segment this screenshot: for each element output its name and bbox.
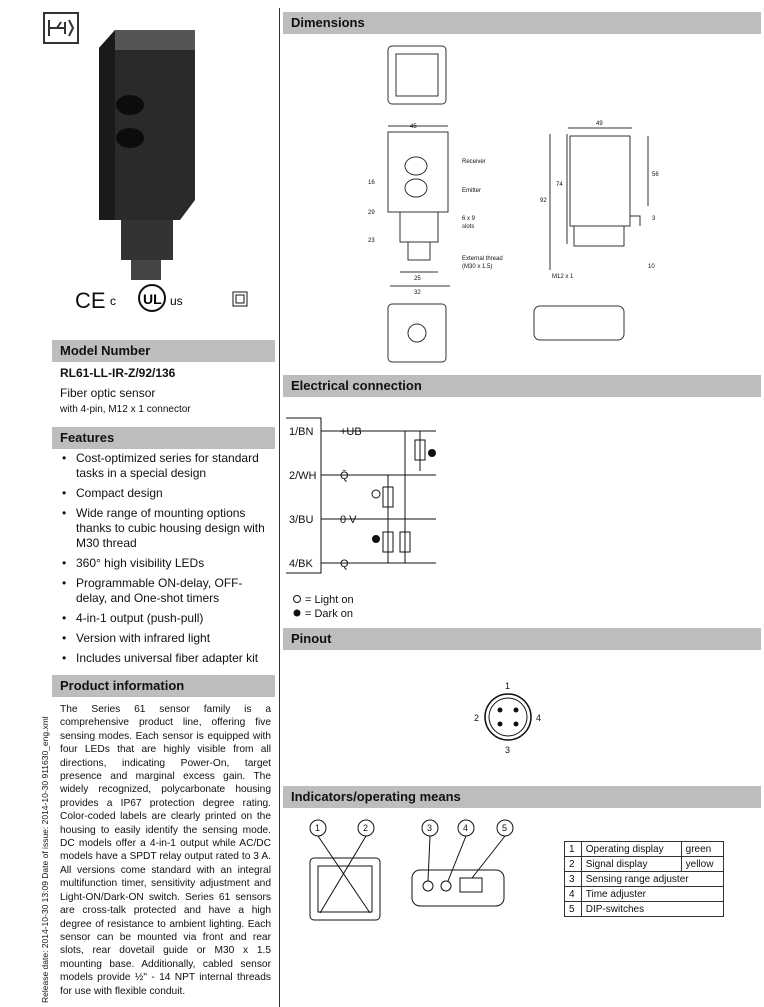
row-number: 2: [565, 857, 582, 872]
dim-29: 29: [368, 210, 375, 216]
dim-16: 16: [368, 180, 375, 186]
signal-q: Q: [340, 558, 349, 570]
feature-item: • Includes universal fiber adapter kit: [52, 651, 267, 666]
product-information-text: The Series 61 sensor family is a comprehensive product line, offering five sensing modes. Each sensor is equipped with four LEDs that are highly visible from all directions, indicating Power-On, target presence and marginal excess gain. The widely recognized, polycarbonate housing provides a IP67 protection degree rating. Color-coded labels are clearly printed on the housing to easily identify the sensing mode. DC models offer a 4-in-1 output while AC/DC models have a SPDT relay output rated to 3 A. All versions come standard with an integral multifunction timer, sensitivity adjustment and Light-ON/Dark-ON switch. Series 61 sensors are cross-talk protected and have a high degree of resistance to ambient lighting. Each sensor can be mounted via front and rear slots, rear dovetail guide or M30 x 1.5 mounting base. Additionally, cabled sensor models provide ½" - 14 NPT internal threads for use with flexible conduit.: [60, 704, 271, 997]
callout-5: 5: [502, 823, 508, 833]
wiring-diagram: [285, 415, 445, 625]
dim-3: 3: [652, 216, 656, 222]
callout-2: 2: [363, 823, 369, 833]
table-row: [565, 842, 724, 857]
feature-item: • Programmable ON-delay, OFF-delay, and One-shot timers: [52, 576, 267, 606]
dim-23: 23: [368, 238, 375, 244]
row-number: 1: [565, 842, 582, 857]
product-photo: [85, 30, 205, 285]
pin-4-label: 4/BK: [289, 558, 313, 570]
row-label: Sensing range adjuster: [581, 872, 723, 887]
feature-item: • Version with infrared light: [52, 631, 267, 646]
dim-49: 49: [596, 121, 603, 127]
pin-3-label: 3/BU: [289, 514, 314, 526]
callout-4: 4: [463, 823, 469, 833]
pin-number-3: 3: [505, 745, 511, 755]
row-color: green: [681, 842, 723, 857]
emitter-label: Emitter: [462, 188, 482, 194]
dim-32: 32: [414, 290, 421, 296]
indicators-header: Indicators/operating means: [283, 786, 761, 808]
svg-text:UL: UL: [143, 291, 162, 307]
features-header: Features: [52, 427, 275, 449]
pin-1-label: 1/BN: [289, 426, 314, 438]
product-information-header: Product information: [52, 675, 275, 697]
model-connector: with 4-pin, M12 x 1 connector: [60, 404, 191, 415]
model-description: Fiber optic sensor: [60, 386, 156, 400]
thread-label: External thread: [462, 256, 503, 262]
slots-size: 6 x 9: [462, 216, 476, 222]
pin-2-label: 2/WH: [289, 470, 317, 482]
pin-number-4: 4: [536, 713, 542, 723]
row-number: 5: [565, 902, 582, 917]
table-row: [565, 902, 724, 917]
table-row: [565, 857, 724, 872]
indicators-drawing: [300, 818, 530, 928]
feature-item: • Cost-optimized series for standard tasks in a special design: [52, 451, 267, 481]
dim-10: 10: [648, 264, 655, 270]
legend-dark-on: = Dark on: [305, 608, 353, 620]
row-label: Time adjuster: [581, 887, 723, 902]
table-row: [565, 872, 724, 887]
pin-number-2: 2: [474, 713, 480, 723]
row-number: 3: [565, 872, 582, 887]
column-divider: [279, 8, 280, 1007]
model-number-header: Model Number: [52, 340, 275, 362]
m12-label: M12 x 1: [552, 274, 574, 280]
protection-class-icon: [232, 291, 248, 307]
release-info: Release date: 2014-10-30 13:09 Date of issue: 2014-10-30 911630_eng.xml: [40, 716, 50, 1003]
electrical-connection-header: Electrical connection: [283, 375, 761, 397]
svg-text:us: us: [170, 294, 183, 308]
signal-q-bar: Q̄: [340, 470, 349, 482]
callout-1: 1: [315, 823, 321, 833]
thread-size: (M30 x 1.5): [462, 264, 493, 270]
signal-ub: +UB: [340, 426, 362, 438]
svg-text:c: c: [110, 294, 116, 308]
legend-light-on: = Light on: [305, 594, 354, 606]
feature-item: • 4-in-1 output (push-pull): [52, 611, 267, 626]
model-number: RL61-LL-IR-Z/92/136: [60, 366, 176, 380]
row-number: 4: [565, 887, 582, 902]
indicators-table: [564, 841, 724, 917]
row-label: DIP-switches: [581, 902, 723, 917]
feature-item: • 360° high visibility LEDs: [52, 556, 267, 571]
sensor-type-icon: [43, 12, 79, 44]
feature-item: • Compact design: [52, 486, 267, 501]
ce-mark: CE: [75, 288, 106, 313]
pinout-diagram: [470, 678, 550, 756]
slots-label: slots: [462, 224, 475, 230]
callout-3: 3: [427, 823, 433, 833]
signal-0v: 0 V: [340, 514, 357, 526]
dim-56: 56: [652, 172, 659, 178]
feature-item: • Wide range of mounting options thanks to cubic housing design with M30 thread: [52, 506, 267, 551]
ul-mark: [110, 283, 195, 313]
dim-25: 25: [414, 276, 421, 282]
pin-number-1: 1: [505, 681, 511, 691]
dim-74: 74: [556, 182, 563, 188]
row-color: yellow: [681, 857, 723, 872]
features-list: [52, 451, 267, 671]
table-row: [565, 887, 724, 902]
dimensions-header: Dimensions: [283, 12, 761, 34]
dim-92: 92: [540, 198, 547, 204]
pinout-header: Pinout: [283, 628, 761, 650]
dim-45: 45: [410, 124, 417, 130]
row-label: Signal display: [581, 857, 681, 872]
receiver-label: Receiver: [462, 159, 486, 165]
dimension-drawing: [330, 36, 760, 372]
row-label: Operating display: [581, 842, 681, 857]
